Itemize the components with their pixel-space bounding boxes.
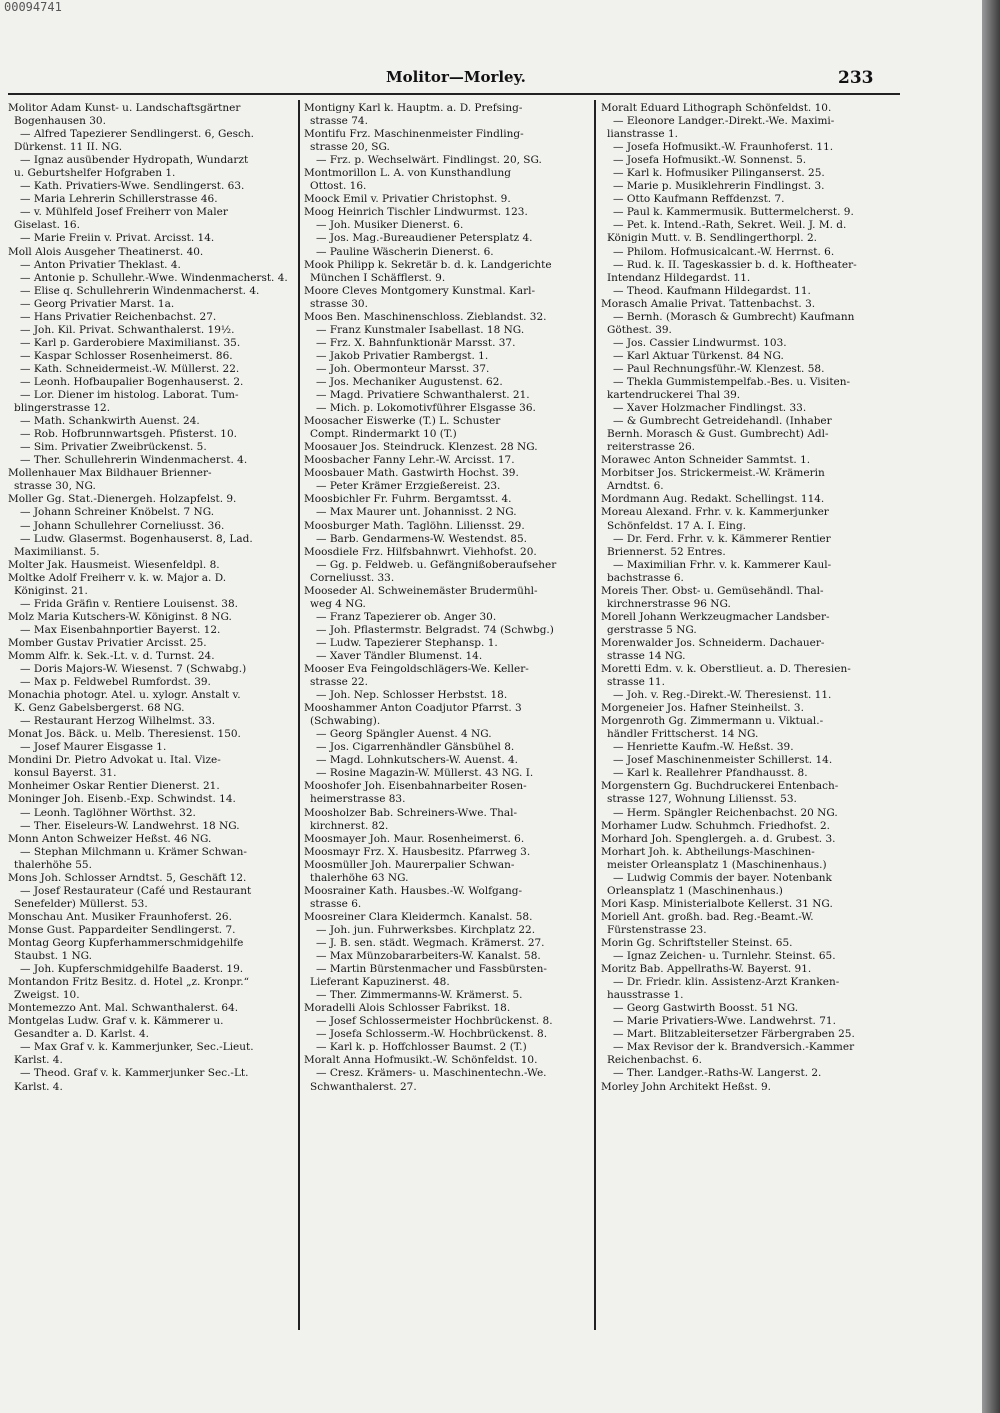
directory-entry-line: — Jos. Mechaniker Augustenst. 62. bbox=[316, 375, 503, 388]
directory-entry-line: Intendanz Hildegardst. 11. bbox=[607, 271, 751, 284]
directory-entry-line: — Cresz. Krämers- u. Maschinentechn.-We. bbox=[316, 1067, 547, 1080]
directory-entry-line: — Georg Privatier Marst. 1a. bbox=[20, 297, 175, 310]
directory-entry-line: — Kath. Schneidermeist.-W. Müllerst. 22. bbox=[20, 362, 240, 375]
directory-entry-line: — Otto Kaufmann Reffdenzst. 7. bbox=[613, 193, 785, 206]
directory-entry-line: — Peter Krämer Erzgießereist. 23. bbox=[316, 480, 501, 493]
directory-entry-line: — Frida Gräfin v. Rentiere Louisenst. 38. bbox=[20, 597, 238, 610]
directory-entry-line: konsul Bayerst. 31. bbox=[14, 767, 117, 780]
directory-entry-head: Morgeneier Jos. Hafner Steinheilst. 3. bbox=[601, 702, 804, 715]
directory-entry-head: Moralt Eduard Lithograph Schönfeldst. 10. bbox=[601, 102, 832, 114]
directory-entry-head: Mollenhauer Max Bildhauer Brienner- bbox=[8, 467, 212, 480]
directory-entry-line: Königinst. 21. bbox=[14, 584, 88, 597]
directory-entry-line: — Karl Aktuar Türkenst. 84 NG. bbox=[613, 349, 784, 362]
directory-entry-line: — Josefa Hofmusikt.-W. Sonnenst. 5. bbox=[613, 154, 807, 167]
directory-entry-line: strasse 30. bbox=[310, 297, 368, 310]
directory-entry-head: Moosbauer Math. Gastwirth Hochst. 39. bbox=[304, 467, 519, 480]
archive-stamp: 00094741 bbox=[4, 0, 62, 14]
directory-entry-line: thalerhöhe 55. bbox=[14, 858, 92, 871]
directory-entry-head: Moos Ben. Maschinenschloss. Zieblandst. 32. bbox=[304, 310, 547, 323]
directory-column-3 bbox=[601, 102, 887, 1094]
directory-entry-line: — Joh. Nep. Schlosser Herbstst. 18. bbox=[316, 689, 508, 702]
directory-entry-head: Monn Anton Schweizer Heßst. 46 NG. bbox=[8, 832, 212, 845]
directory-entry-line: kirchnerst. 82. bbox=[310, 819, 389, 832]
directory-entry-line: — Rud. k. II. Tageskassier b. d. k. Hoftheater- bbox=[613, 258, 857, 271]
book-binding-edge bbox=[982, 0, 1000, 1413]
directory-entry-head: Montag Georg Kupferhammerschmidgehilfe bbox=[8, 937, 244, 949]
directory-entry-line: strasse 14 NG. bbox=[607, 649, 686, 662]
directory-entry-line: Orleansplatz 1 (Maschinenhaus.) bbox=[607, 884, 783, 897]
directory-entry-head: Moosmayer Joh. Maur. Rosenheimerst. 6. bbox=[304, 832, 525, 845]
directory-entry-line: — Marie Privatiers-Wwe. Landwehrst. 71. bbox=[613, 1015, 836, 1028]
directory-entry-line: — Math. Schankwirth Auenst. 24. bbox=[20, 415, 200, 428]
directory-entry-line: — Xaver Tändler Blumenst. 14. bbox=[316, 649, 483, 662]
directory-entry-line: — Ther. Eiseleurs-W. Landwehrst. 18 NG. bbox=[20, 819, 240, 832]
directory-entry-line: — Alfred Tapezierer Sendlingerst. 6, Gesch. bbox=[20, 128, 254, 141]
directory-entry-line: K. Genz Gabelsbergerst. 68 NG. bbox=[14, 702, 185, 715]
directory-entry-line: — Max Münzobararbeiters-W. Kanalst. 58. bbox=[316, 950, 541, 963]
directory-entry-head: Morgenroth Gg. Zimmermann u. Viktual.- bbox=[601, 715, 824, 728]
directory-entry-head: Moltke Adolf Freiherr v. k. w. Major a. D. bbox=[8, 571, 227, 584]
directory-entry-line: strasse 22. bbox=[310, 676, 368, 689]
directory-entry-line: Karlst. 4. bbox=[14, 1054, 63, 1067]
directory-entry-line: strasse 30, NG. bbox=[14, 480, 96, 493]
directory-entry-head: Morell Johann Werkzeugmacher Landsber- bbox=[601, 610, 830, 623]
header-rule bbox=[8, 93, 900, 95]
directory-entry-line: — Ther. Schullehrerin Windenmacherst. 4. bbox=[20, 454, 248, 467]
directory-entry-line: — Jos. Cassier Lindwurmst. 103. bbox=[613, 336, 787, 349]
directory-entry-head: Mori Kasp. Ministerialbote Kellerst. 31 NG. bbox=[601, 897, 833, 910]
directory-entry-line: — Jos. Mag.-Bureaudiener Petersplatz 4. bbox=[316, 232, 533, 245]
directory-entry-line: — Theod. Kaufmann Hildegardst. 11. bbox=[613, 284, 811, 297]
directory-entry-head: Moosbichler Fr. Fuhrm. Bergamtsst. 4. bbox=[304, 493, 512, 506]
directory-entry-head: Morgenstern Gg. Buchdruckerei Entenbach- bbox=[601, 780, 839, 793]
directory-entry-line: — Georg Spängler Auenst. 4 NG. bbox=[316, 728, 492, 741]
directory-entry-head: Morbitser Jos. Strickermeist.-W. Krämerin bbox=[601, 467, 825, 480]
directory-entry-head: Moosreiner Clara Kleidermch. Kanalst. 58. bbox=[304, 910, 533, 923]
directory-entry-line: — J. B. sen. städt. Wegmach. Krämerst. 27. bbox=[316, 937, 545, 949]
directory-entry-line: — Sim. Privatier Zweibrückenst. 5. bbox=[20, 441, 207, 454]
directory-entry-head: Moosrainer Kath. Hausbes.-W. Wolfgang- bbox=[304, 884, 523, 897]
directory-entry-line: — Franz Kunstmaler Isabellast. 18 NG. bbox=[316, 323, 525, 336]
directory-entry-line: Corneliusst. 33. bbox=[310, 571, 395, 584]
directory-entry-line: strasse 6. bbox=[310, 897, 362, 910]
directory-entry-line: — Joh. Musiker Dienerst. 6. bbox=[316, 219, 464, 232]
directory-entry-line: Briennerst. 52 Entres. bbox=[607, 545, 726, 558]
directory-entry-line: — Rob. Hofbrunnwartsgeh. Pfisterst. 10. bbox=[20, 428, 237, 441]
directory-entry-head: Mook Philipp k. Sekretär b. d. k. Landgerichte bbox=[304, 258, 552, 271]
directory-entry-line: — Thekla Gummistempelfab.-Bes. u. Visiten- bbox=[613, 375, 851, 388]
directory-entry-line: kirchnerstrasse 96 NG. bbox=[607, 597, 731, 610]
directory-entry-head: Mooshofer Joh. Eisenbahnarbeiter Rosen- bbox=[304, 780, 527, 793]
directory-entry-line: Staubst. 1 NG. bbox=[14, 950, 92, 963]
directory-entry-line: — Josef Restaurateur (Café und Restaurant bbox=[20, 884, 252, 897]
directory-entry-line: — v. Mühlfeld Josef Freiherr von Maler bbox=[20, 206, 228, 219]
directory-entry-line: meister Orleansplatz 1 (Maschinenhaus.) bbox=[607, 858, 827, 871]
directory-entry-line: — Joh. Pflastermstr. Belgradst. 74 (Schwbg.) bbox=[316, 623, 554, 636]
directory-entry-head: Mondini Dr. Pietro Advokat u. Ital. Vize- bbox=[8, 754, 221, 767]
directory-column-1 bbox=[8, 102, 294, 1094]
directory-entry-line: — Martin Bürstenmacher und Fassbürsten- bbox=[316, 963, 547, 976]
directory-entry-line: — Leonh. Hofbaupalier Bogenhauserst. 2. bbox=[20, 375, 244, 388]
directory-entry-line: Senefelder) Müllerst. 53. bbox=[14, 897, 148, 910]
directory-entry-line: lianstrasse 1. bbox=[607, 128, 678, 141]
directory-entry-line: strasse 74. bbox=[310, 115, 368, 128]
directory-entry-line: — Leonh. Taglöhner Wörthst. 32. bbox=[20, 806, 196, 819]
directory-entry-line: — Dr. Friedr. klin. Assistenz-Arzt Kranken- bbox=[613, 976, 840, 989]
directory-entry-line: — Max Maurer unt. Johannisst. 2 NG. bbox=[316, 506, 517, 519]
directory-entry-line: — Ignaz Zeichen- u. Turnlehr. Steinst. 65. bbox=[613, 950, 836, 963]
directory-entry-line: Reichenbachst. 6. bbox=[607, 1054, 703, 1067]
directory-entry-line: kartendruckerei Thal 39. bbox=[607, 389, 741, 402]
directory-entry-line: — Joh. Kupferschmidgehilfe Baaderst. 19. bbox=[20, 963, 244, 976]
directory-entry-head: Monheimer Oskar Rentier Dienerst. 21. bbox=[8, 780, 220, 793]
directory-entry-head: Montgelas Ludw. Graf v. k. Kämmerer u. bbox=[8, 1015, 224, 1028]
directory-entry-head: Monse Gust. Pappardeiter Sendlingerst. 7. bbox=[8, 923, 236, 936]
directory-entry-line: — Elise q. Schullehrerin Windenmacherst. 4. bbox=[20, 284, 260, 297]
directory-entry-line: weg 4 NG. bbox=[310, 597, 366, 610]
directory-entry-line: München I Schäfflerst. 9. bbox=[310, 271, 446, 284]
directory-entry-line: — Kaspar Schlosser Rosenheimerst. 86. bbox=[20, 349, 233, 362]
directory-entry-head: Morin Gg. Schriftsteller Steinst. 65. bbox=[601, 937, 793, 949]
directory-entry-head: Moore Cleves Montgomery Kunstmal. Karl- bbox=[304, 284, 536, 297]
directory-entry-head: Mooser Eva Feingoldschlägers-We. Keller- bbox=[304, 663, 529, 676]
directory-entry-line: — & Gumbrecht Getreidehandl. (Inhaber bbox=[613, 415, 832, 428]
directory-entry-head: Montifu Frz. Maschinenmeister Findling- bbox=[304, 128, 524, 141]
directory-entry-line: — Pet. k. Intend.-Rath, Sekret. Weil. J. M. d. bbox=[613, 219, 847, 232]
directory-entry-head: Morasch Amalie Privat. Tattenbachst. 3. bbox=[601, 297, 816, 310]
directory-entry-line: — Paul k. Kammermusik. Buttermelcherst. 9. bbox=[613, 206, 854, 219]
directory-entry-head: Morley John Architekt Heßst. 9. bbox=[601, 1080, 771, 1093]
directory-entry-line: — Gg. p. Feldweb. u. Gefängnißoberaufseher bbox=[316, 558, 557, 571]
directory-entry-head: Moradelli Alois Schlosser Fabrikst. 18. bbox=[304, 1002, 511, 1015]
directory-entry-line: Giselast. 16. bbox=[14, 219, 80, 232]
directory-entry-line: — Frz. X. Bahnfunktionär Marsst. 37. bbox=[316, 336, 516, 349]
directory-entry-head: Morhart Joh. k. Abtheilungs-Maschinen- bbox=[601, 845, 815, 858]
directory-entry-line: — Rosine Magazin-W. Müllerst. 43 NG. I. bbox=[316, 767, 534, 780]
directory-entry-head: Molter Jak. Hausmeist. Wiesenfeldpl. 8. bbox=[8, 558, 220, 571]
directory-entry-head: Moosbacher Fanny Lehr.-W. Arcisst. 17. bbox=[304, 454, 515, 467]
directory-entry-line: blingerstrasse 12. bbox=[14, 402, 111, 415]
directory-entry-head: Moreau Alexand. Frhr. v. k. Kammerjunker bbox=[601, 506, 829, 519]
directory-entry-head: Momm Alfr. k. Sek.-Lt. v. d. Turnst. 24. bbox=[8, 649, 215, 662]
directory-entry-head: Moosauer Jos. Steindruck. Klenzest. 28 NG. bbox=[304, 441, 538, 454]
directory-entry-line: — Pauline Wäscherin Dienerst. 6. bbox=[316, 245, 494, 258]
directory-entry-line: (Schwabing). bbox=[310, 715, 381, 728]
directory-entry-line: — Karl k. Reallehrer Pfandhausst. 8. bbox=[613, 767, 808, 780]
directory-entry-line: — Bernh. (Morasch & Gumbrecht) Kaufmann bbox=[613, 310, 855, 323]
directory-entry-head: Montandon Fritz Besitz. d. Hotel „z. Kronpr.“ bbox=[8, 976, 249, 989]
directory-entry-head: Morhamer Ludw. Schuhmch. Friedhofst. 2. bbox=[601, 819, 831, 832]
directory-entry-head: Moosburger Math. Taglöhn. Liliensst. 29. bbox=[304, 519, 525, 532]
directory-entry-line: — Karl k. Hofmusiker Pilinganserst. 25. bbox=[613, 167, 825, 180]
directory-entry-line: — Xaver Holzmacher Findlingst. 33. bbox=[613, 402, 807, 415]
directory-entry-line: — Marie Freiin v. Privat. Arcisst. 14. bbox=[20, 232, 215, 245]
directory-entry-line: — Jos. Cigarrenhändler Gänsbühel 8. bbox=[316, 741, 515, 754]
directory-entry-line: strasse 20, SG. bbox=[310, 141, 390, 154]
directory-entry-line: Lieferant Kapuzinerst. 48. bbox=[310, 976, 450, 989]
directory-entry-line: — Josef Maurer Eisgasse 1. bbox=[20, 741, 167, 754]
directory-entry-line: Dürkenst. 11 II. NG. bbox=[14, 141, 123, 154]
directory-entry-line: — Mich. p. Lokomotivführer Elsgasse 36. bbox=[316, 402, 536, 415]
directory-entry-line: Zweigst. 10. bbox=[14, 989, 80, 1002]
directory-entry-line: Ottost. 16. bbox=[310, 180, 367, 193]
directory-entry-line: — Marie p. Musiklehrerin Findlingst. 3. bbox=[613, 180, 825, 193]
directory-entry-line: — Eleonore Landger.-Direkt.-We. Maximi- bbox=[613, 115, 835, 128]
directory-entry-line: Fürstenstrasse 23. bbox=[607, 923, 707, 936]
directory-entry-head: Moretti Edm. v. k. Oberstlieut. a. D. Theresien- bbox=[601, 663, 851, 676]
directory-entry-line: — Ludw. Tapezierer Stephansp. 1. bbox=[316, 636, 498, 649]
directory-entry-line: — Johann Schullehrer Corneliusst. 36. bbox=[20, 519, 225, 532]
directory-entry-head: Moreis Ther. Obst- u. Gemüsehändl. Thal- bbox=[601, 584, 824, 597]
directory-entry-line: — Ignaz ausübender Hydropath, Wundarzt bbox=[20, 154, 249, 167]
directory-entry-head: Morhard Joh. Spenglergeh. a. d. Grubest. 3. bbox=[601, 832, 836, 845]
directory-entry-line: — Ther. Zimmermanns-W. Krämerst. 5. bbox=[316, 989, 523, 1002]
directory-entry-line: thalerhöhe 63 NG. bbox=[310, 871, 409, 884]
directory-entry-line: — Antonie p. Schullehr.-Wwe. Windenmacherst. 4. bbox=[20, 271, 288, 284]
directory-entry-line: — Jakob Privatier Rambergst. 1. bbox=[316, 349, 489, 362]
directory-entry-line: — Hans Privatier Reichenbachst. 27. bbox=[20, 310, 217, 323]
directory-entry-line: — Frz. p. Wechselwärt. Findlingst. 20, SG. bbox=[316, 154, 542, 167]
directory-entry-head: Monat Jos. Bäck. u. Melb. Theresienst. 150. bbox=[8, 728, 241, 741]
directory-entry-head: Moosmayr Frz. X. Hausbesitz. Pfarrweg 3. bbox=[304, 845, 531, 858]
directory-entry-head: Moosdiele Frz. Hilfsbahnwrt. Viehhofst. 20. bbox=[304, 545, 537, 558]
directory-entry-line: — Joh. jun. Fuhrwerksbes. Kirchplatz 22. bbox=[316, 923, 536, 936]
directory-entry-line: Gesandter a. D. Karlst. 4. bbox=[14, 1028, 149, 1041]
directory-entry-head: Moll Alois Ausgeher Theatinerst. 40. bbox=[8, 245, 204, 258]
directory-entry-line: Compt. Rindermarkt 10 (T.) bbox=[310, 428, 457, 441]
directory-column-2 bbox=[304, 102, 590, 1094]
directory-entry-head: Monachia photogr. Atel. u. xylogr. Anstalt v. bbox=[8, 689, 241, 702]
directory-entry-line: — Kath. Privatiers-Wwe. Sendlingerst. 63. bbox=[20, 180, 245, 193]
column-divider bbox=[298, 100, 300, 1330]
directory-entry-line: — Mart. Blitzableitersetzer Färbergraben 25. bbox=[613, 1028, 855, 1041]
directory-entry-head: Moritz Bab. Appellraths-W. Bayerst. 91. bbox=[601, 963, 812, 976]
directory-entry-line: Maximilianst. 5. bbox=[14, 545, 100, 558]
directory-entry-head: Momber Gustav Privatier Arcisst. 25. bbox=[8, 636, 207, 649]
directory-entry-head: Moller Gg. Stat.-Dienergeh. Holzapfelst. 9. bbox=[8, 493, 237, 506]
directory-entry-head: Montigny Karl k. Hauptm. a. D. Prefsing- bbox=[304, 102, 523, 114]
directory-entry-line: gerstrasse 5 NG. bbox=[607, 623, 697, 636]
directory-entry-head: Molz Maria Kutschers-W. Königinst. 8 NG. bbox=[8, 610, 232, 623]
directory-entry-line: — Joh. Obermonteur Marsst. 37. bbox=[316, 362, 490, 375]
directory-entry-line: — Ludw. Glasermst. Bogenhauserst. 8, Lad. bbox=[20, 532, 253, 545]
directory-entry-head: Molitor Adam Kunst- u. Landschaftsgärtner bbox=[8, 102, 241, 114]
directory-entry-line: Bogenhausen 30. bbox=[14, 115, 106, 128]
directory-entry-line: — Josefa Schlosserm.-W. Hochbrückenst. 8. bbox=[316, 1028, 548, 1041]
directory-entry-line: — Herm. Spängler Reichenbachst. 20 NG. bbox=[613, 806, 838, 819]
directory-entry-line: — Philom. Hofmusicalcant.-W. Herrnst. 6. bbox=[613, 245, 835, 258]
directory-entry-head: Mordmann Aug. Redakt. Schellingst. 114. bbox=[601, 493, 825, 506]
directory-entry-line: — Restaurant Herzog Wilhelmst. 33. bbox=[20, 715, 216, 728]
directory-entry-line: — Max Eisenbahnportier Bayerst. 12. bbox=[20, 623, 221, 636]
directory-entry-line: — Paul Rechnungsführ.-W. Klenzest. 58. bbox=[613, 362, 825, 375]
directory-entry-line: — Joh. Kil. Privat. Schwanthalerst. 19½. bbox=[20, 323, 235, 336]
directory-entry-line: — Magd. Privatiere Schwanthalerst. 21. bbox=[316, 389, 530, 402]
directory-entry-line: — Barb. Gendarmens-W. Westendst. 85. bbox=[316, 532, 527, 545]
page-number: 233 bbox=[838, 68, 874, 88]
directory-entry-head: Moosmüller Joh. Maurerpalier Schwan- bbox=[304, 858, 515, 871]
directory-entry-line: — Anton Privatier Theklast. 4. bbox=[20, 258, 181, 271]
directory-entry-line: Schönfeldst. 17 A. I. Eing. bbox=[607, 519, 747, 532]
directory-entry-line: — Maria Lehrerin Schillerstrasse 46. bbox=[20, 193, 218, 206]
directory-entry-head: Moog Heinrich Tischler Lindwurmst. 123. bbox=[304, 206, 528, 219]
directory-entry-head: Montmorillon L. A. von Kunsthandlung bbox=[304, 167, 511, 180]
directory-entry-line: — Doris Majors-W. Wiesenst. 7 (Schwabg.) bbox=[20, 663, 247, 676]
directory-entry-head: Moriell Ant. großh. bad. Reg.-Beamt.-W. bbox=[601, 910, 814, 923]
column-divider bbox=[594, 100, 596, 1330]
directory-entry-line: — Dr. Ferd. Frhr. v. k. Kämmerer Rentier bbox=[613, 532, 831, 545]
directory-entry-line: strasse 127, Wohnung Liliensst. 53. bbox=[607, 793, 797, 806]
directory-entry-line: reiterstrasse 26. bbox=[607, 441, 695, 454]
directory-entry-line: — Josefa Hofmusikt.-W. Fraunhoferst. 11. bbox=[613, 141, 834, 154]
directory-entry-line: Bernh. Morasch & Gust. Gumbrecht) Adl- bbox=[607, 428, 829, 441]
directory-entry-line: — Max p. Feldwebel Rumfordst. 39. bbox=[20, 676, 211, 689]
directory-entry-line: — Max Graf v. k. Kammerjunker, Sec.-Lieut. bbox=[20, 1041, 254, 1054]
directory-entry-line: — Theod. Graf v. k. Kammerjunker Sec.-Lt. bbox=[20, 1067, 249, 1080]
directory-entry-line: Königin Mutt. v. B. Sendlingerthorpl. 2. bbox=[607, 232, 817, 245]
directory-entry-line: — Henriette Kaufm.-W. Heßst. 39. bbox=[613, 741, 794, 754]
directory-entry-line: — Josef Schlossermeister Hochbrückenst. 8. bbox=[316, 1015, 553, 1028]
directory-entry-line: händler Frittscherst. 14 NG. bbox=[607, 728, 759, 741]
directory-entry-head: Moralt Anna Hofmusikt.-W. Schönfeldst. 10. bbox=[304, 1054, 538, 1067]
directory-entry-line: — Ther. Landger.-Raths-W. Langerst. 2. bbox=[613, 1067, 822, 1080]
directory-entry-line: — Magd. Lohnkutschers-W. Auenst. 4. bbox=[316, 754, 519, 767]
directory-entry-line: — Joh. v. Reg.-Direkt.-W. Theresienst. 11. bbox=[613, 689, 832, 702]
directory-entry-line: — Georg Gastwirth Boosst. 51 NG. bbox=[613, 1002, 799, 1015]
directory-entry-head: Morenwalder Jos. Schneiderm. Dachauer- bbox=[601, 636, 825, 649]
directory-entry-head: Moock Emil v. Privatier Christophst. 9. bbox=[304, 193, 511, 206]
directory-entry-line: strasse 11. bbox=[607, 676, 665, 689]
directory-entry-line: — Ludwig Commis der bayer. Notenbank bbox=[613, 871, 832, 884]
running-header: Molitor—Morley. bbox=[386, 68, 526, 86]
directory-entry-head: Moosholzer Bab. Schreiners-Wwe. Thal- bbox=[304, 806, 518, 819]
directory-entry-head: Mooseder Al. Schweinemäster Brudermühl- bbox=[304, 584, 538, 597]
directory-entry-head: Moosacher Eiswerke (T.) L. Schuster bbox=[304, 415, 501, 428]
directory-entry-line: — Stephan Milchmann u. Krämer Schwan- bbox=[20, 845, 247, 858]
directory-entry-line: Göthest. 39. bbox=[607, 323, 672, 336]
directory-entry-head: Monschau Ant. Musiker Fraunhoferst. 26. bbox=[8, 910, 232, 923]
directory-entry-head: Montemezzo Ant. Mal. Schwanthalerst. 64. bbox=[8, 1002, 239, 1015]
directory-entry-line: bachstrasse 6. bbox=[607, 571, 684, 584]
directory-entry-line: — Josef Maschinenmeister Schillerst. 14. bbox=[613, 754, 833, 767]
directory-entry-line: — Karl k. p. Hoffchlosser Baumst. 2 (T.) bbox=[316, 1041, 527, 1054]
directory-entry-line: u. Geburtshelfer Hofgraben 1. bbox=[14, 167, 176, 180]
directory-entry-head: Mooshammer Anton Coadjutor Pfarrst. 3 bbox=[304, 702, 522, 715]
directory-entry-head: Mons Joh. Schlosser Arndtst. 5, Geschäft 12. bbox=[8, 871, 247, 884]
directory-entry-line: Karlst. 4. bbox=[14, 1080, 63, 1093]
directory-entry-line: — Franz Tapezierer ob. Anger 30. bbox=[316, 610, 497, 623]
directory-entry-head: Moninger Joh. Eisenb.-Exp. Schwindst. 14. bbox=[8, 793, 236, 806]
directory-entry-line: — Karl p. Garderobiere Maximilianst. 35. bbox=[20, 336, 241, 349]
directory-entry-line: Schwanthalerst. 27. bbox=[310, 1080, 417, 1093]
directory-entry-line: hausstrasse 1. bbox=[607, 989, 684, 1002]
directory-entry-line: — Max Revisor der k. Brandversich.-Kammer bbox=[613, 1041, 855, 1054]
directory-entry-line: — Johann Schreiner Knöbelst. 7 NG. bbox=[20, 506, 215, 519]
directory-entry-line: Arndtst. 6. bbox=[607, 480, 664, 493]
directory-entry-line: — Lor. Diener im histolog. Laborat. Tum- bbox=[20, 389, 239, 402]
directory-entry-line: heimerstrasse 83. bbox=[310, 793, 406, 806]
directory-entry-head: Morawec Anton Schneider Sammtst. 1. bbox=[601, 454, 811, 467]
directory-entry-line: — Maximilian Frhr. v. k. Kammerer Kaul- bbox=[613, 558, 832, 571]
